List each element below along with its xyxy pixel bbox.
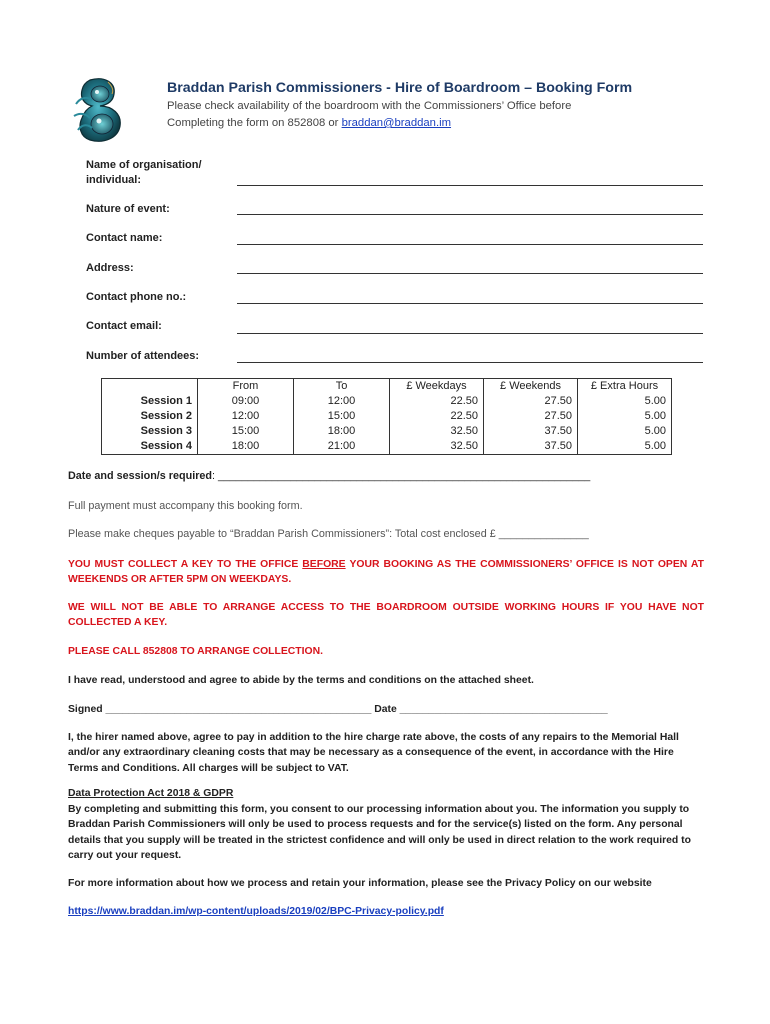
weekend-rate: 37.50	[544, 440, 572, 452]
session-name: Session 3	[140, 425, 192, 437]
weekday-rate: 32.50	[450, 440, 478, 452]
from-time: 18:00	[231, 440, 260, 452]
to-time: 15:00	[327, 410, 356, 422]
session-name: Session 1	[140, 395, 192, 407]
table-cell	[484, 379, 578, 455]
cheques-note: Please make cheques payable to “Braddan Parish Commissioners”: Total cost enclosed £ _______________	[68, 528, 589, 540]
privacy-policy-link[interactable]: https://www.braddan.im/wp-content/uploads/2019/02/BPC-Privacy-policy.pdf	[68, 906, 444, 917]
table-cell	[102, 379, 198, 455]
weekend-rate: 37.50	[544, 425, 572, 437]
privacy-policy-note: For more information about how we process and retain your information, please see the Privacy Policy on our website	[68, 878, 652, 889]
column-header-weekends: £ Weekends	[500, 380, 561, 392]
session-rates-table	[101, 378, 672, 455]
weekday-rate: 32.50	[450, 425, 478, 437]
subtitle-line-2-text: Completing the form on 852808 or	[167, 117, 342, 129]
organisation-label-line-1: Name of organisation/	[86, 159, 202, 171]
date-session-field[interactable]	[68, 470, 590, 482]
to-time: 12:00	[327, 395, 356, 407]
form-subtitle	[167, 98, 571, 132]
table-cell	[294, 379, 390, 455]
organisation-label-line-2: individual:	[86, 174, 141, 186]
full-payment-note: Full payment must accompany this booking form.	[68, 500, 303, 512]
nature-of-event-field[interactable]	[237, 214, 703, 215]
address-field[interactable]	[237, 273, 703, 274]
column-header-to: To	[335, 380, 348, 392]
email-field[interactable]	[237, 333, 703, 334]
extra-hours-rate: 5.00	[644, 395, 666, 407]
warning-before-emphasis: BEFORE	[302, 559, 346, 570]
phone-field[interactable]	[237, 303, 703, 304]
address-label: Address:	[86, 262, 134, 274]
gdpr-statement: By completing and submitting this form, you consent to our processing information about you. The information you supply to Braddan Parish Commissioners will only be used to process requests and for the service(s) listed on the form. Any personal details that you supply will be treated in the strictest confidence and will only be used in direct relation to the work required to carry out your request.	[68, 804, 691, 862]
contact-name-label: Contact name:	[86, 232, 163, 244]
weekend-rate: 27.50	[544, 410, 572, 422]
weekday-rate: 22.50	[450, 395, 478, 407]
table-row	[102, 379, 672, 455]
table-cell	[198, 379, 294, 455]
key-collection-warning	[68, 557, 704, 587]
nature-of-event-label: Nature of event:	[86, 203, 170, 215]
access-warning: WE WILL NOT BE ABLE TO ARRANGE ACCESS TO THE BOARDROOM OUTSIDE WORKING HOURS IF YOU HAVE NOT COLLECTED A KEY.	[68, 602, 704, 628]
gdpr-heading: Data Protection Act 2018 & GDPR	[68, 788, 234, 799]
column-header-extra-hours: £ Extra Hours	[590, 380, 659, 392]
weekday-rate: 22.50	[450, 410, 478, 422]
from-time: 15:00	[231, 425, 260, 437]
warning-text-1: YOU MUST COLLECT A KEY TO THE OFFICE	[68, 559, 303, 570]
organisation-field[interactable]	[237, 185, 703, 186]
weekend-rate: 27.50	[544, 395, 572, 407]
from-time: 12:00	[231, 410, 260, 422]
form-title: Braddan Parish Commissioners - Hire of Boardroom – Booking Form	[167, 80, 633, 96]
column-header-weekdays: £ Weekdays	[406, 380, 467, 392]
date-session-blank: : ______________________________________________________________	[212, 470, 591, 482]
braddan-crest-logo-icon	[70, 74, 132, 146]
subtitle-line-2	[167, 115, 571, 132]
attendees-field[interactable]	[237, 362, 703, 363]
attendees-label: Number of attendees:	[86, 350, 200, 362]
email-label: Contact email:	[86, 320, 162, 332]
date-session-label: Date and session/s required	[68, 470, 213, 482]
to-time: 21:00	[327, 440, 356, 452]
subtitle-line-1: Please check availability of the boardroom with the Commissioners’ Office before	[167, 100, 572, 112]
email-link[interactable]: braddan@braddan.im	[341, 117, 452, 129]
liability-statement: I, the hirer named above, agree to pay in addition to the hire charge rate above, the costs of any repairs to the Memorial Hall and/or any extraordinary cleaning costs that may be necessary as a consequence of the event, in accordance with the Hire Terms and Conditions. All charges will be subject to VAT.	[68, 732, 679, 774]
contact-name-field[interactable]	[237, 244, 703, 245]
extra-hours-rate: 5.00	[644, 410, 666, 422]
session-name: Session 2	[140, 410, 192, 422]
to-time: 18:00	[327, 425, 356, 437]
session-name: Session 4	[140, 440, 192, 452]
organisation-label	[86, 158, 202, 188]
from-time: 09:00	[231, 395, 260, 407]
table-cell	[390, 379, 484, 455]
call-to-collect-warning: PLEASE CALL 852808 TO ARRANGE COLLECTION.	[68, 646, 324, 657]
extra-hours-rate: 5.00	[644, 440, 666, 452]
column-header-from: From	[232, 380, 259, 392]
warning-text-2: YOUR BOOKING AS THE COMMISSIONERS’ OFFICE IS NOT OPEN AT WEEKENDS OR AFTER 5PM ON WEEKDAYS.	[68, 559, 704, 585]
extra-hours-rate: 5.00	[644, 425, 666, 437]
phone-label: Contact phone no.:	[86, 291, 187, 303]
table-cell	[578, 379, 672, 455]
signature-date-line[interactable]: Signed ______________________________________________ Date ____________________________________	[68, 704, 608, 715]
terms-agreement: I have read, understood and agree to abide by the terms and conditions on the attached sheet.	[68, 675, 534, 686]
